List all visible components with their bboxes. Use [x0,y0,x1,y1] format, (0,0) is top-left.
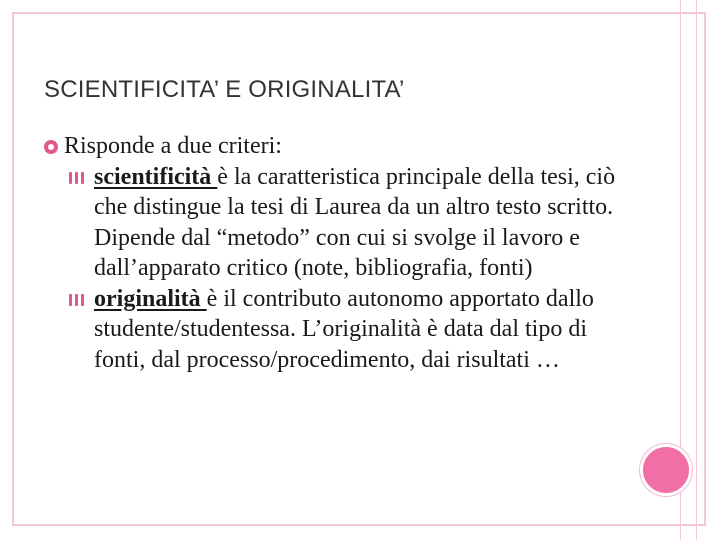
main-bullet-item [44,131,644,162]
frame-line-right [696,0,697,540]
triple-bar-bullet-icon [69,172,89,184]
triple-bar-bullet-icon [69,294,89,306]
sub-bullet-originalita [44,284,644,376]
main-bullet-text: Risponde a due criteri: [64,133,282,159]
circle-bullet-icon [44,140,58,154]
slide-content [44,131,644,375]
sub-bullet-scientificita [44,162,644,284]
term-originalita: originalità [94,285,207,312]
term-scientificita: scientificità [94,163,218,190]
text-originalita: è il contributo autonomo apportato dallo studente/studentessa. L’originalità è data dal tipo di fonti, dal processo/procedimento, dai risultati … [94,285,594,373]
decorative-circle [640,444,692,496]
text-scientificita: è la caratteristica principale della tesi, ciò che distingue la tesi di Laurea da un altro testo scritto. Dipende dal “metodo” con cui si svolge il lavoro e dall’apparato critico (note, bibliografia, fonti) [94,163,616,281]
slide-title: SCIENTIFICITA’ E ORIGINALITA’ [44,76,405,103]
